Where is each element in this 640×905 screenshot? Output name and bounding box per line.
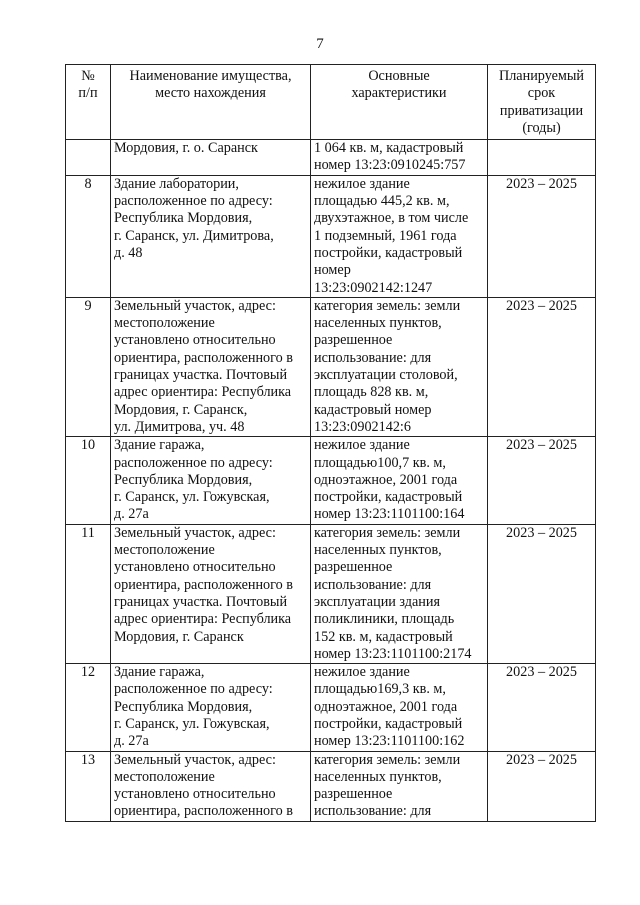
property-characteristics-line: одноэтажное, 2001 года [314, 698, 458, 715]
property-characteristics-line: площадью169,3 кв. м, [314, 681, 446, 698]
property-characteristics-line: 1 подземный, 1961 года [314, 227, 457, 244]
table-row [66, 524, 596, 663]
property-characteristics-line: постройки, кадастровый [314, 489, 463, 506]
property-name-line: д. 48 [114, 244, 143, 261]
property-characteristics-line: категория земель: земли [314, 751, 461, 768]
privatization-term-cell: 2023 – 2025 [488, 751, 596, 821]
table-row [66, 664, 596, 751]
property-characteristics-line: нежилое здание [314, 437, 410, 454]
property-characteristics-cell [311, 437, 488, 524]
property-name-line: г. Саранск, ул. Димитрова, [114, 227, 274, 244]
property-name-line: границах участка. Почтовый [114, 593, 288, 610]
property-characteristics-line: постройки, кадастровый [314, 244, 463, 261]
property-characteristics-line: поликлиники, площадь [314, 611, 455, 628]
property-characteristics-line: номер 13:23:1101100:162 [314, 733, 465, 750]
property-characteristics-line: категория земель: земли [314, 524, 461, 541]
property-name-line: Земельный участок, адрес: [114, 524, 276, 541]
table-row [66, 297, 596, 436]
property-name-cell [111, 664, 311, 751]
property-characteristics-line: разрешенное [314, 786, 393, 803]
property-characteristics-line: площадью 445,2 кв. м, [314, 193, 450, 210]
property-name-cell [111, 297, 311, 436]
property-characteristics-cell [311, 297, 488, 436]
property-name-line: Здание гаража, [114, 664, 205, 681]
property-characteristics-line: нежилое здание [314, 175, 410, 192]
property-characteristics-line: разрешенное [314, 559, 393, 576]
property-name-line: Мордовия, г. о. Саранск [114, 140, 258, 157]
property-characteristics-cell [311, 175, 488, 297]
property-name-line: местоположение [114, 768, 215, 785]
header-term-line: (годы) [522, 119, 561, 136]
header-num [66, 65, 111, 140]
header-term [488, 65, 596, 140]
property-name-cell [111, 437, 311, 524]
property-name-line: ул. Димитрова, уч. 48 [114, 418, 245, 435]
property-name-line: местоположение [114, 315, 215, 332]
row-number-cell: 9 [66, 297, 111, 436]
property-characteristics-line: площадью100,7 кв. м, [314, 454, 446, 471]
header-row [66, 65, 596, 140]
header-name-line: место нахождения [155, 85, 266, 102]
table-row [66, 175, 596, 297]
property-name-cell [111, 140, 311, 176]
property-characteristics-line: номер 13:23:0910245:757 [314, 157, 466, 174]
property-characteristics-line: категория земель: земли [314, 297, 461, 314]
property-characteristics-line: одноэтажное, 2001 года [314, 471, 458, 488]
page-number: 7 [316, 36, 324, 52]
property-name-line: Республика Мордовия, [114, 471, 253, 488]
property-characteristics-line: населенных пунктов, [314, 768, 442, 785]
property-name-line: Земельный участок, адрес: [114, 297, 276, 314]
property-characteristics-line: населенных пунктов, [314, 542, 442, 559]
property-name-line: ориентира, расположенного в [114, 576, 293, 593]
property-name-line: г. Саранск, ул. Гожувская, [114, 489, 270, 506]
privatization-term-cell [488, 140, 596, 176]
property-characteristics-line: 13:23:0902142:6 [314, 418, 411, 435]
property-name-cell [111, 524, 311, 663]
property-characteristics-line: площадь 828 кв. м, [314, 384, 429, 401]
property-characteristics-cell [311, 524, 488, 663]
privatization-term-cell: 2023 – 2025 [488, 664, 596, 751]
property-name-line: г. Саранск, ул. Гожувская, [114, 715, 270, 732]
privatization-term-cell: 2023 – 2025 [488, 175, 596, 297]
header-num-line: № [81, 68, 95, 84]
row-number-cell: 11 [66, 524, 111, 663]
privatization-term-cell: 2023 – 2025 [488, 297, 596, 436]
property-name-line: Земельный участок, адрес: [114, 751, 276, 768]
header-term-line: Планируемый [498, 68, 585, 84]
header-desc-line: характеристики [351, 85, 447, 102]
property-name-line: ориентира, расположенного в [114, 803, 293, 820]
property-name-line: адрес ориентира: Республика [114, 384, 292, 401]
property-table [65, 64, 596, 822]
header-desc [311, 65, 488, 140]
header-term-line: приватизации [499, 102, 584, 119]
property-characteristics-line: 152 кв. м, кадастровый [314, 628, 453, 645]
property-name-line: Мордовия, г. Саранск [114, 628, 244, 645]
property-characteristics-line: кадастровый номер [314, 401, 432, 418]
property-name-line: местоположение [114, 542, 215, 559]
privatization-term-cell: 2023 – 2025 [488, 437, 596, 524]
property-characteristics-cell [311, 140, 488, 176]
property-characteristics-line: постройки, кадастровый [314, 715, 463, 732]
property-characteristics-line: номер [314, 262, 351, 279]
property-name-line: расположенное по адресу: [114, 193, 273, 210]
header-num-line: п/п [78, 85, 98, 102]
row-number-cell: 13 [66, 751, 111, 821]
property-characteristics-cell [311, 664, 488, 751]
property-name-cell [111, 751, 311, 821]
header-term-line: срок [527, 85, 556, 102]
property-characteristics-line: использование: для [314, 349, 432, 366]
property-name-line: адрес ориентира: Республика [114, 611, 292, 628]
row-number-cell: 12 [66, 664, 111, 751]
property-characteristics-line: 13:23:0902142:1247 [314, 279, 433, 296]
table-row [66, 140, 596, 176]
property-name-line: Республика Мордовия, [114, 210, 253, 227]
property-characteristics-line: номер 13:23:1101100:2174 [314, 645, 472, 662]
property-characteristics-line: номер 13:23:1101100:164 [314, 506, 465, 523]
header-name-line: Наименование имущества, [129, 68, 292, 84]
property-name-line: д. 27а [114, 733, 149, 750]
property-characteristics-line: двухэтажное, в том числе [314, 210, 469, 227]
property-characteristics-line: использование: для [314, 803, 432, 820]
row-number-cell: 10 [66, 437, 111, 524]
property-name-line: установлено относительно [114, 786, 276, 803]
property-name-line: установлено относительно [114, 559, 276, 576]
property-characteristics-line: нежилое здание [314, 664, 410, 681]
table-row [66, 751, 596, 821]
property-name-line: Здание лаборатории, [114, 175, 239, 192]
privatization-term-cell: 2023 – 2025 [488, 524, 596, 663]
property-characteristics-cell [311, 751, 488, 821]
property-name-line: границах участка. Почтовый [114, 367, 288, 384]
property-name-line: Республика Мордовия, [114, 698, 253, 715]
table-row [66, 437, 596, 524]
property-characteristics-line: разрешенное [314, 332, 393, 349]
property-name-line: Мордовия, г. Саранск, [114, 401, 248, 418]
property-name-line: Здание гаража, [114, 437, 205, 454]
property-name-line: расположенное по адресу: [114, 454, 273, 471]
property-characteristics-line: населенных пунктов, [314, 315, 442, 332]
property-name-line: ориентира, расположенного в [114, 349, 293, 366]
property-name-line: установлено относительно [114, 332, 276, 349]
property-name-line: расположенное по адресу: [114, 681, 273, 698]
property-characteristics-line: использование: для [314, 576, 432, 593]
row-number-cell [66, 140, 111, 176]
property-characteristics-line: 1 064 кв. м, кадастровый [314, 140, 464, 157]
property-name-line: д. 27а [114, 506, 149, 523]
table-body [66, 140, 596, 822]
header-name [111, 65, 311, 140]
table-header [66, 65, 596, 140]
property-characteristics-line: эксплуатации столовой, [314, 367, 458, 384]
row-number-cell: 8 [66, 175, 111, 297]
property-characteristics-line: эксплуатации здания [314, 593, 441, 610]
header-desc-line: Основные [368, 68, 430, 84]
property-name-cell [111, 175, 311, 297]
